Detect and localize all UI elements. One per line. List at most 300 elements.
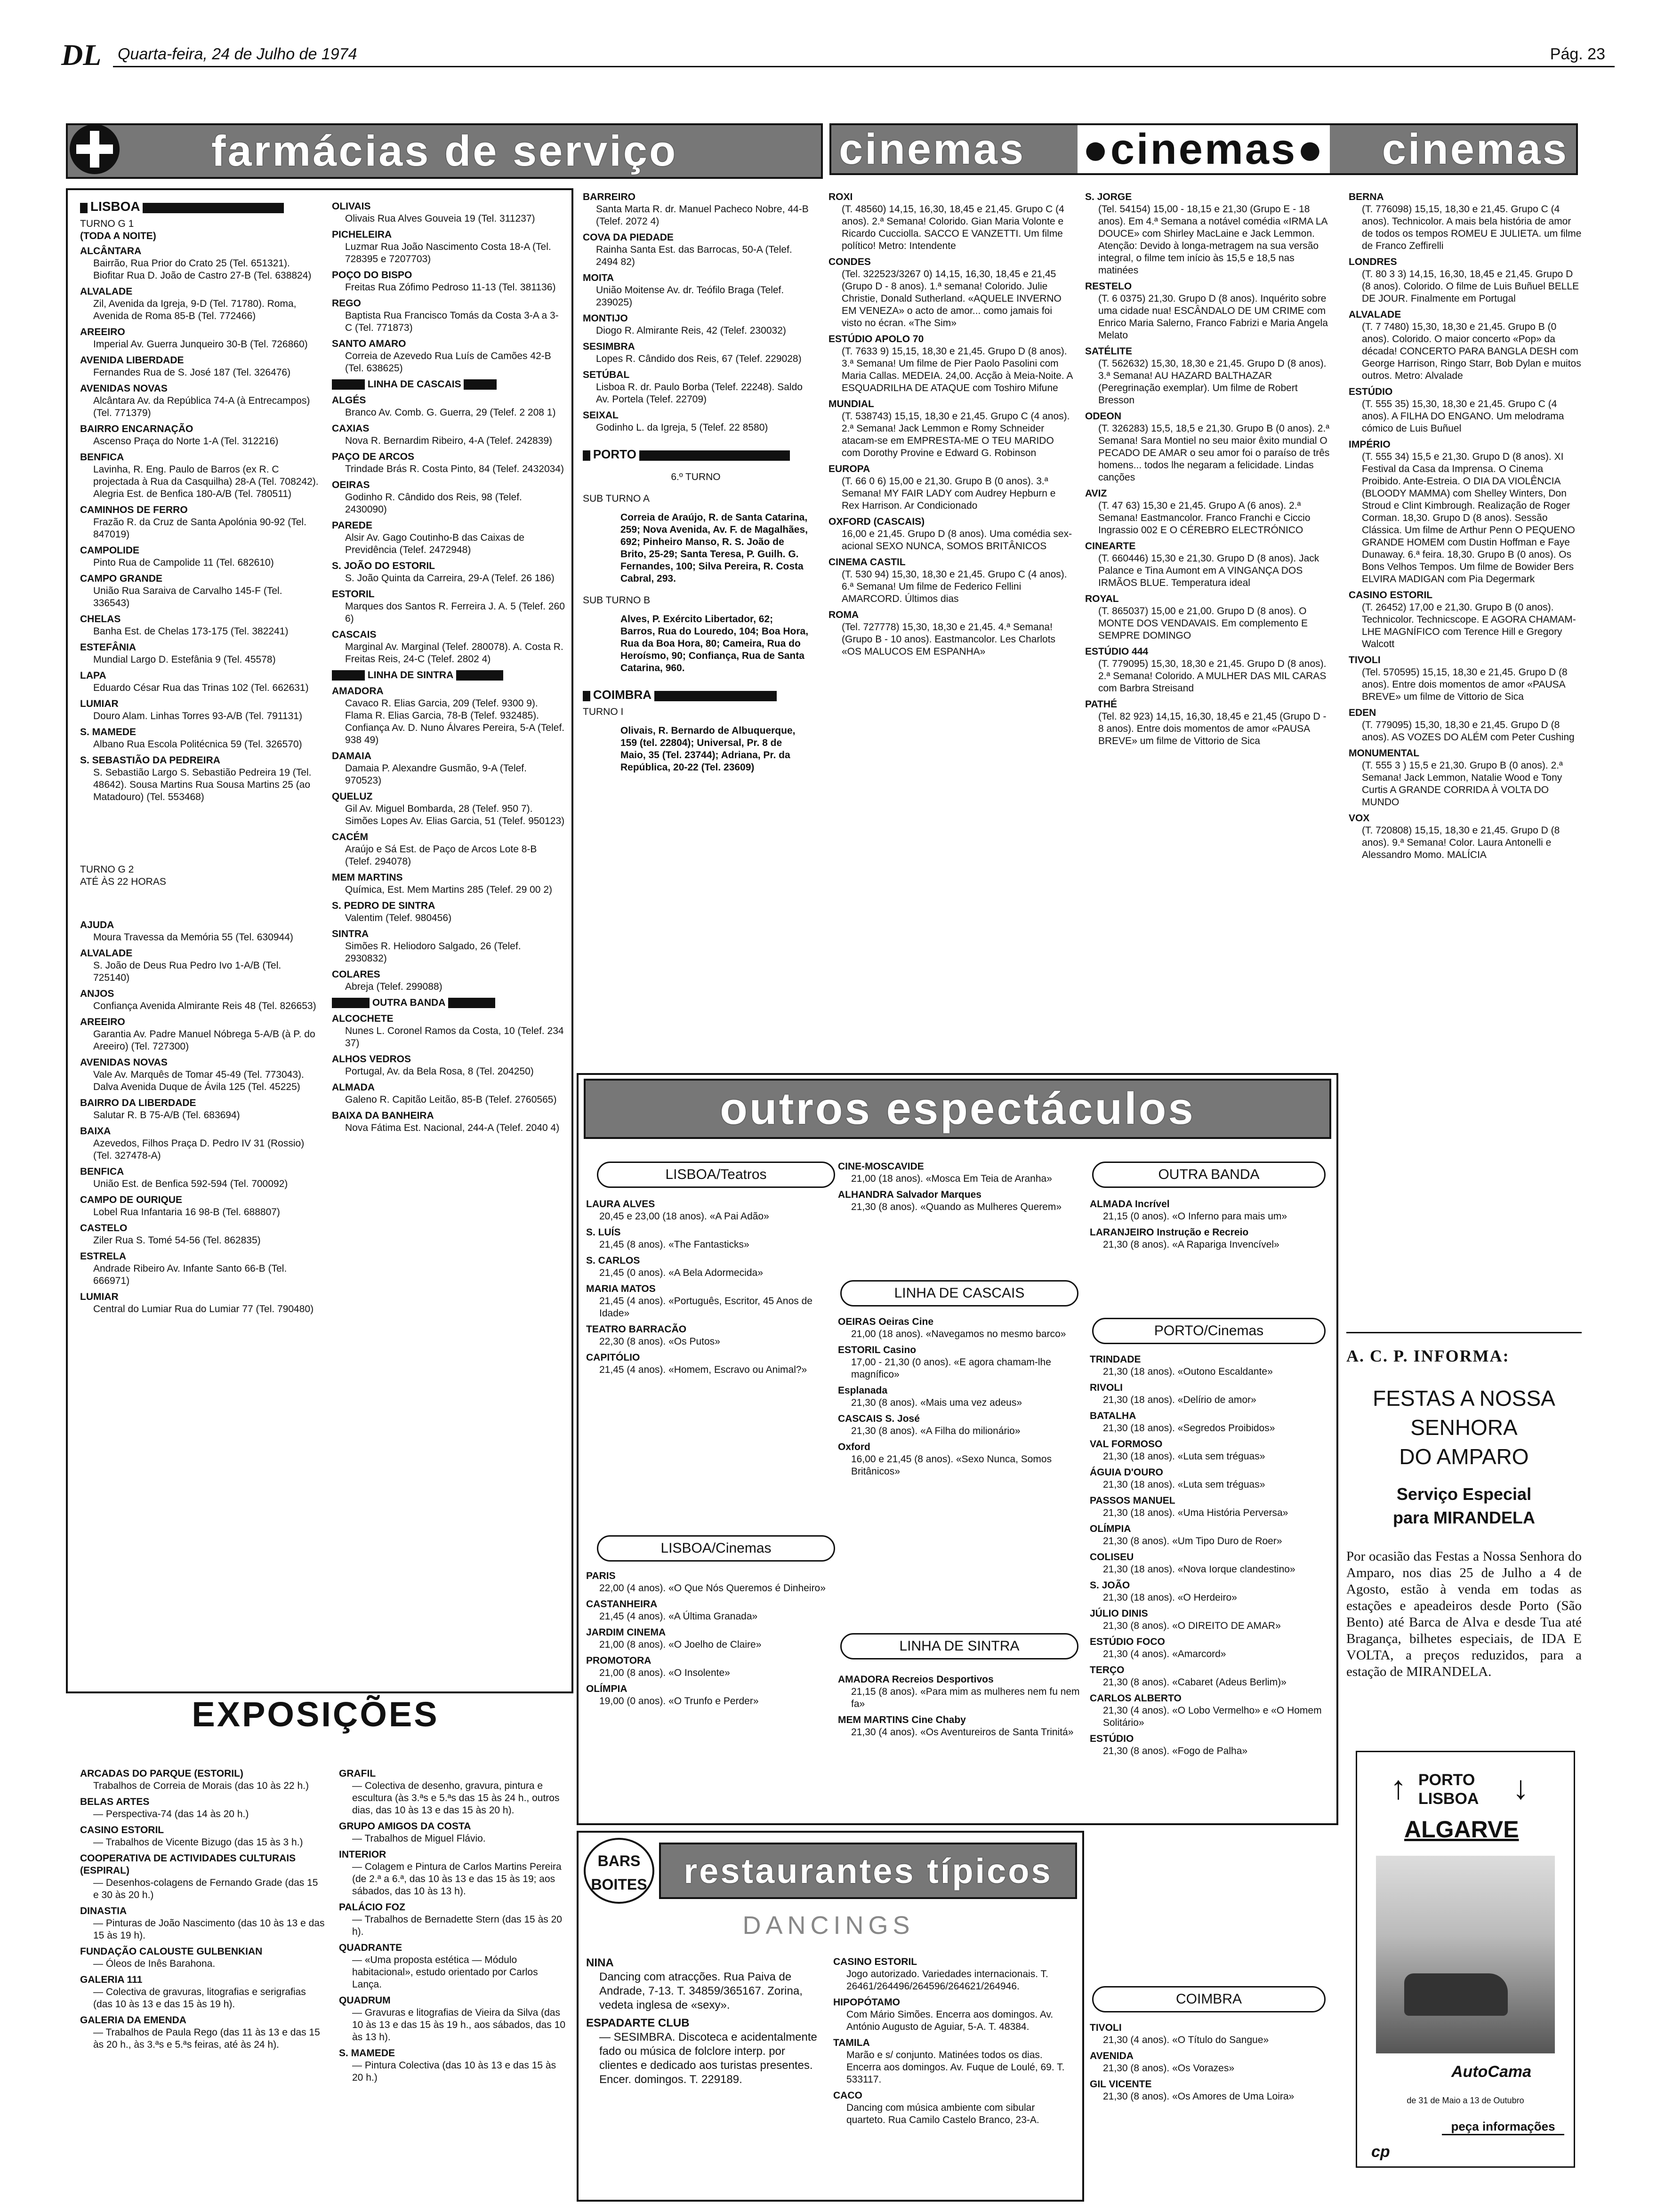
pharmacy-entry [332, 685, 565, 746]
outros-right-coimbra [1090, 2019, 1327, 2207]
pharmacy-entry-title: BAIXA [80, 1126, 111, 1137]
cinema-entry [1349, 256, 1584, 305]
pharmacy-entry [332, 750, 565, 787]
exhibition-entry [339, 1820, 570, 1845]
venue-entry-text: Dancing com música ambiente com sibular quarteto. Rua Camilo Castelo Branco, 23-A. [846, 2102, 1039, 2125]
show-entry-title: JÚLIO DINIS [1090, 1608, 1148, 1619]
show-entry-title: AVENIDA [1090, 2051, 1134, 2061]
pharmacy-entry-text: Salutar R. B 75-A/B (Tel. 683694) [93, 1110, 240, 1121]
pharmacy-entry-text: Lobel Rua Infantaria 16 98-B (Tel. 688807) [93, 1207, 280, 1218]
pharmacy-entry [80, 573, 320, 609]
show-entry-text: 21,30 (18 anos). «Segredos Proibidos» [1103, 1423, 1275, 1434]
cinema-entry-title: ROYAL [1085, 593, 1119, 604]
pharmacy-entry [80, 754, 320, 803]
show-entry-text: 20,45 e 23,00 (18 anos). «A Pai Adão» [599, 1211, 769, 1222]
pharmacy-entry-text: Santa Marta R. dr. Manuel Pacheco Nobre, 44-B (Telef. 2072 4) [596, 204, 809, 227]
exhibition-entry-text: — «Uma proposta estética — Módulo habitacional», estudo orientado por Carlos Lança. [352, 1955, 538, 1990]
porto-b: SUB TURNO B [583, 595, 651, 606]
show-entry-text: 21,30 (8 anos). «Os Amores de Uma Loira» [1103, 2091, 1295, 2102]
cinemas-col-3 [1349, 188, 1584, 1308]
farmacias-banner-text: farmácias de serviço [211, 127, 678, 175]
pharmacy-entry-text: Lisboa R. dr. Paulo Borba (Telef. 22248). Saldo Av. Portela (Telef. 22709) [596, 382, 803, 405]
pharmacy-entry-text: Correia de Azevedo Rua Luís de Camões 42-B (Tel. 638625) [345, 351, 551, 374]
pharmacy-entry-text: Abreja (Telef. 299088) [345, 981, 442, 992]
pharmacy-entry [332, 872, 565, 896]
show-entry [586, 1683, 831, 1707]
outros-right-porto [1090, 1351, 1327, 1977]
bars-banner [659, 1843, 1077, 1899]
pharmacy-entry [80, 383, 320, 419]
pharmacy-entry [332, 629, 565, 665]
exhibition-entry [80, 1905, 325, 1942]
outros-cinemas-lx [586, 1567, 831, 1812]
pharmacy-entry-title: OLIVAIS [332, 201, 371, 212]
show-entry [1090, 1636, 1327, 1660]
pharmacy-entry-text: Gil Av. Miguel Bombarda, 28 (Telef. 950 7). Simões Lopes Av. Elias Garcia, 51 (Telef. 950123) [345, 803, 565, 826]
exposicoes-left [80, 1765, 325, 2198]
pharmacy-entry-text: Galeno R. Capitão Leitão, 85-B (Telef. 2760565) [345, 1094, 557, 1105]
exhibition-entry [80, 1768, 325, 1792]
cinema-entry-title: SATÉLITE [1085, 346, 1132, 357]
pharmacy-entry [583, 409, 809, 434]
show-entry-text: 21,30 (8 anos). «Cabaret (Adeus Berlim)» [1103, 1677, 1287, 1688]
exhibition-entry-title: GALERIA DA EMENDA [80, 2015, 186, 2026]
cp-title-1: FESTAS A NOSSA [1373, 1386, 1555, 1411]
pharmacy-entry [583, 341, 809, 365]
cp-rule [1346, 1332, 1582, 1333]
outros-banner-text: outros espectáculos [720, 1083, 1195, 1134]
pharmacy-entry-text: Moura Travessa da Memória 55 (Tel. 630944) [93, 932, 293, 943]
pharmacy-entry [332, 1082, 565, 1106]
show-entry-text: 21,45 (4 anos). «Homem, Escravo ou Animal?» [599, 1364, 807, 1375]
show-entry-text: 21,30 (8 anos). «Fogo de Palha» [1103, 1746, 1248, 1756]
show-entry [1090, 1198, 1327, 1223]
cp-title-2: SENHORA [1410, 1415, 1518, 1440]
pharmacy-entry-title: ALVALADE [80, 286, 133, 297]
pharmacy-entry [332, 969, 565, 993]
autocama-ad [1356, 1751, 1575, 2168]
cinema-entry [1349, 747, 1584, 809]
porto-a: SUB TURNO A [583, 493, 650, 504]
show-entry-title: CAPITÓLIO [586, 1352, 640, 1363]
pharmacy-entry [332, 791, 565, 827]
show-entry [1090, 1226, 1327, 1251]
pharmacy-entry-title: OEIRAS [332, 480, 370, 490]
outros-right-outra [1090, 1195, 1327, 1313]
pharmacy-entry-text: Godinho L. da Igreja, 5 (Telef. 22 8580) [596, 422, 768, 433]
show-entry-title: LAURA ALVES [586, 1199, 655, 1210]
exhibition-entry-title: PALÁCIO FOZ [339, 1902, 405, 1913]
pharmacy-entry-title: AVENIDA LIBERDADE [80, 355, 184, 366]
show-entry-text: 21,45 (4 anos). «Português, Escritor, 45 Anos de Idade» [599, 1296, 812, 1319]
pharmacy-entry-title: CHELAS [80, 614, 121, 625]
pharmacy-entry-text: S. João Quinta da Carreira, 29-A (Telef. 26 186) [345, 573, 555, 584]
masthead-page: Pág. 23 [1550, 45, 1605, 63]
show-entry [586, 1570, 831, 1595]
show-entry [1090, 1495, 1327, 1519]
pharmacy-entry [80, 245, 320, 282]
show-entry-title: JARDIM CINEMA [586, 1627, 666, 1638]
cp-sub-1: Serviço Especial [1396, 1484, 1532, 1504]
venue-entry [833, 1956, 1076, 1993]
cinema-entry-title: OXFORD (CASCAIS) [828, 516, 925, 527]
cinema-entry-text: (Tel. 82 923) 14,15, 16,30, 18,45 e 21,45 (Grupo D - 8 anos). Entre dois momentos de amor «PAUSA BREVE» um filme de Vittorio de Sica [1098, 711, 1327, 746]
pharmacy-entry [80, 988, 320, 1012]
show-entry [1090, 1467, 1327, 1491]
cinema-entry [1085, 698, 1330, 747]
exhibition-entry [80, 1824, 325, 1849]
coimbra-text: Olivais, R. Bernardo de Albuquerque, 159 (tel. 22804); Universal, Pr. 8 de Maio, 35 (Tel. 23744); Adriana, Pr. da República, 20-22 (Tel. 23609) [620, 725, 796, 773]
show-entry-title: CARLOS ALBERTO [1090, 1693, 1182, 1704]
show-entry [586, 1655, 831, 1679]
show-entry [586, 1323, 831, 1348]
venue-entry-title: CACO [833, 2090, 862, 2101]
pharmacy-entry [583, 232, 809, 268]
show-entry-title: TRINDADE [1090, 1354, 1141, 1365]
ad-porto: PORTO [1418, 1771, 1475, 1789]
show-entry-title: TIVOLI [1090, 2022, 1122, 2033]
exhibition-entry-text: — Desenhos-colagens de Fernando Grade (das 15 e 30 às 20 h.) [93, 1877, 318, 1900]
show-entry-text: 21,30 (4 anos). «Os Aventureiros de Santa Trinitá» [851, 1727, 1074, 1738]
cinema-entry-text: (T. 7 7480) 15,30, 18,30 e 21,45. Grupo B (0 anos). Colorido. O maior concerto «Pop» da década! CONCERTO PARA BANGLA DESH com George Harrison, Ringo Starr, Bob Dylan e muitos outros. Metro: Alvalade [1362, 321, 1581, 381]
pharmacy-entry-text: Central do Lumiar Rua do Lumiar 77 (Tel. 790480) [93, 1304, 314, 1314]
cinema-entry-text: (T. 555 3 ) 15,5 e 21,30. Grupo B (0 anos). 2.ª Semana! Jack Lemmon, Natalie Wood e Tony Curtis A GRANDE CORRIDA À VOLTA DO MUNDO [1362, 760, 1563, 808]
cinema-entry-title: VOX [1349, 813, 1370, 824]
pharmacy-entry [80, 451, 320, 500]
pharmacy-entry-title: S. PEDRO DE SINTRA [332, 900, 435, 911]
cinemas-banner-mid: ●cinemas● [1078, 125, 1329, 174]
pharmacy-entry-title: BENFICA [80, 1166, 124, 1177]
show-entry [586, 1352, 831, 1376]
pharmacy-entry-title: PICHELEIRA [332, 229, 392, 240]
pharmacy-entry-title: ALCÂNTARA [80, 246, 142, 256]
pharmacy-entry-text: Ziler Rua S. Tomé 54-56 (Tel. 862835) [93, 1235, 261, 1246]
ad-algarve: ALGARVE [1404, 1816, 1519, 1843]
cinema-entry [1085, 191, 1330, 277]
cinema-entry [828, 609, 1073, 658]
pharmacy-entry [80, 545, 320, 569]
show-entry-title: AMADORA Recreios Desportivos [838, 1674, 994, 1685]
venue-entry-title: TAMILA [833, 2037, 870, 2048]
show-entry [586, 1226, 831, 1251]
show-entry-text: 21,30 (4 anos). «O Título do Sangue» [1103, 2035, 1269, 2045]
cinema-entry [1349, 707, 1584, 744]
venue-entry [833, 2037, 1076, 2086]
pharmacy-entry-title: COVA DA PIEDADE [583, 232, 674, 243]
exhibition-entry-text: — Óleos de Inês Barahona. [93, 1958, 216, 1969]
farmacias-col-2 [332, 198, 565, 1685]
pharmacy-entry-text: Frazão R. da Cruz de Santa Apolónia 90-92 (Tel. 847019) [93, 517, 306, 540]
cinema-entry [828, 333, 1073, 394]
pharmacy-entry-title: SETÚBAL [583, 369, 630, 380]
cinema-entry [1349, 309, 1584, 382]
show-entry-title: ESTÚDIO FOCO [1090, 1636, 1165, 1647]
exhibition-entry-text: — Pinturas de João Nascimento (das 10 às 13 e das 15 às 19 h). [93, 1918, 325, 1941]
show-entry [1090, 1664, 1327, 1689]
car-icon [1404, 1973, 1508, 2016]
venue-entry [586, 1956, 826, 2012]
pharmacy-entry [80, 326, 320, 351]
pharmacy-entry-text: Araújo e Sá Est. de Paço de Arcos Lote 8-B (Telef. 294078) [345, 844, 537, 867]
show-entry-title: ALMADA Incrível [1090, 1199, 1170, 1210]
show-entry-text: 21,15 (0 anos). «O Inferno para mais um» [1103, 1211, 1287, 1222]
pharmacy-entry-title: ALHOS VEDROS [332, 1054, 411, 1065]
cinema-entry-text: (T. 555 34) 15,5 e 21,30. Grupo D (8 anos). XI Festival da Casa da Imprensa. O Cinema Proibido. Ante-Estreia. O DIA DA VIOLÊNCIA (BLOODY MAMMA) com Shelley Winters, Don Stroud e Clint Kimbrough. Realização de Roger Corman. 18,30. Grupo D (8 anos). Sessão Clássica. Um filme de Arthur Penn O PEQUENO GRANDE HOMEM com Dustin Hoffman e Faye Dunaway. 6.ª feira. 18,30. Grupo B (0 anos). Os Bons Velhos Tempos. Um filme de Bowider Bers ELVIRA MADIGAN com Pia Degermark [1362, 451, 1575, 585]
pharmacy-entry-text: Luzmar Rua João Nascimento Costa 18-A (Tel. 728395 e 7207703) [345, 241, 551, 264]
show-entry-text: 21,30 (8 anos). «Os Vorazes» [1103, 2063, 1234, 2074]
pharmacy-entry [332, 200, 565, 225]
dancings-label: DANCINGS [742, 1911, 915, 1940]
show-entry-title: MEM MARTINS Cine Chaby [838, 1715, 966, 1725]
exhibition-entry [339, 2047, 570, 2084]
pharmacy-entry [332, 1013, 565, 1050]
sintra-title: LINHA DE SINTRA [367, 670, 454, 681]
exhibition-entry-title: GRAFIL [339, 1768, 376, 1779]
pharmacy-entry [80, 423, 320, 448]
outros-banner [584, 1079, 1331, 1139]
bars-badge [584, 1838, 654, 1904]
cinema-entry-title: ROMA [828, 609, 859, 620]
pharmacy-entry-text: Banha Est. de Chelas 173-175 (Tel. 382241) [93, 626, 289, 637]
cinema-entry-text: (T. 326283) 15,5, 18,5 e 21,30. Grupo B (0 anos). 2.ª Semana! Sara Montiel no seu maior êxito mundial O PECADO DE AMAR o seu amor foi o paraíso de três homens... todos lhe negaram a felicidade. Lindas canções [1098, 423, 1330, 483]
show-entry-text: 21,30 (18 anos). «Uma História Perversa» [1103, 1507, 1288, 1518]
pharmacy-entry-title: PAREDE [332, 520, 372, 531]
exhibition-entry-text: — Gravuras e litografias de Vieira da Silva (das 10 às 13 e das 15 às 19 h., aos sábados, das 10 às 13 h). [352, 2007, 565, 2043]
cinemas-banner-left: cinemas [839, 125, 1026, 173]
venue-entry-title: CASINO ESTORIL [833, 1956, 917, 1967]
show-entry [838, 1385, 1083, 1409]
pharmacy-entry [332, 394, 565, 419]
show-entry-title: OLÍMPIA [1090, 1523, 1131, 1534]
cinema-entry [828, 398, 1073, 459]
pharmacy-entry-text: Pinto Rua de Campolide 11 (Tel. 682610) [93, 557, 274, 568]
cinema-entry-text: (T. 555 35) 15,30, 18,30 e 21,45. Grupo C (4 anos). A FILHA DO ENGANO. Um melodrama cómico de Luis Buñuel [1362, 399, 1564, 434]
pharmacy-entry-title: LUMIAR [80, 1291, 119, 1302]
show-entry [838, 1674, 1083, 1710]
cinema-entry-text: (T. 538743) 15,15, 18,30 e 21,45. Grupo C (4 anos). 2.ª Semana! Jack Lemmon e Romy Schneider atacam-se em EMPRESTA-ME O TEU MARIDO com Dorothy Provine e Edward G. Robinson [842, 411, 1070, 458]
cinema-entry-title: ODEON [1085, 411, 1122, 422]
cinema-entry [1349, 191, 1584, 252]
lisboa-title: LISBOA [90, 199, 140, 214]
pill-lisboa-cinemas: LISBOA/Cinemas [597, 1535, 835, 1562]
show-entry [838, 1189, 1083, 1213]
pharmacy-entry-text: Albano Rua Escola Politécnica 59 (Tel. 326570) [93, 739, 302, 750]
exhibition-entry [80, 1974, 325, 2011]
pharmacy-entry-title: SESIMBRA [583, 341, 635, 352]
show-entry-text: 21,30 (8 anos). «Mais uma vez adeus» [851, 1397, 1022, 1408]
exposicoes-right [339, 1765, 570, 2198]
pharmacy-entry [583, 313, 809, 337]
pharmacy-entry-text: Confiança Avenida Almirante Reis 48 (Tel. 826653) [93, 1001, 316, 1011]
show-entry-title: S. LUÍS [586, 1227, 621, 1238]
cinema-entry [1085, 281, 1330, 342]
pharmacy-entry-title: AMADORA [332, 686, 384, 697]
ad-info: peça informações [1442, 2119, 1564, 2135]
ad-lisboa: LISBOA [1418, 1790, 1479, 1808]
cinema-entry-title: ALVALADE [1349, 309, 1401, 320]
pharmacy-entry-title: CASTELO [80, 1223, 128, 1234]
cinemas-col-1 [828, 188, 1073, 1064]
show-entry-title: Oxford [838, 1442, 870, 1452]
show-entry-text: 19,00 (0 anos). «O Trunfo e Perder» [599, 1696, 759, 1707]
pharmacy-entry [332, 269, 565, 294]
show-entry [838, 1316, 1083, 1340]
bars-right [833, 1953, 1076, 2193]
pharmacy-entry-text: União Moitense Av. dr. Teófilo Braga (Telef. 239025) [596, 285, 784, 308]
exhibition-entry [339, 1942, 570, 1991]
show-entry-text: 21,45 (8 anos). «The Fantasticks» [599, 1239, 749, 1250]
exhibition-entry-title: ARCADAS DO PARQUE (ESTORIL) [80, 1768, 243, 1779]
venue-entry-text: Jogo autorizado. Variedades internacionais. T. 26461/264496/264596/264621/264946. [846, 1969, 1048, 1992]
pharmacy-entry-title: SANTO AMARO [332, 338, 406, 349]
pharmacy-entry-title: CASCAIS [332, 629, 377, 640]
exhibition-entry-text: — Trabalhos de Vicente Bizugo (das 15 às 3 h.) [93, 1837, 303, 1848]
pharmacy-entry-title: CACÉM [332, 832, 368, 842]
exhibition-entry [339, 1901, 570, 1938]
pharmacy-entry-title: BAIXA DA BANHEIRA [332, 1110, 434, 1121]
pharmacy-entry [332, 560, 565, 585]
show-entry-title: S. JOÃO [1090, 1580, 1130, 1591]
exhibition-entry-text: — Colagem e Pintura de Carlos Martins Pereira (de 2.ª a 6.ª, das 10 às 13 e das 15 às 19; aos sábados, das 10 às 13 h). [352, 1861, 562, 1897]
exhibition-entry-text: — Trabalhos de Paula Rego (das 11 às 13 e das 15 às 20 h., às 3.ªs e 5.ªs feiras, até às 24 h). [93, 2027, 320, 2050]
cinema-entry [1349, 589, 1584, 650]
pharmacy-entry-title: AREEIRO [80, 1017, 125, 1027]
exhibition-entry [80, 2014, 325, 2051]
pharmacy-entry-title: ALMADA [332, 1082, 375, 1093]
cinemas-banner [829, 123, 1578, 175]
show-entry [586, 1283, 831, 1320]
cinema-entry-text: (Tel. 54154) 15,00 - 18,15 e 21,30 (Grupo E - 18 anos). Em 4.ª Semana a notável comédia «IRMA LA DOUCE» com Shirley MacLaine e Jack Lemmon. Atenção: Devido à longa-metragem na sua versão integral, o filme tem início às 15,5 e 18,5 nas matinées [1098, 204, 1327, 276]
pill-linha-cascais: LINHA DE CASCAIS [840, 1280, 1078, 1306]
pharmacy-entry [332, 1110, 565, 1134]
venue-entry-title: ESPADARTE CLUB [586, 2017, 690, 2029]
exhibition-entry [80, 1796, 325, 1820]
porto-turno: 6.º TURNO [671, 472, 721, 482]
pharmacy-entry-title: MONTIJO [583, 313, 628, 324]
pharmacy-entry [332, 479, 565, 516]
cinema-entry-text: (T. 26452) 17,00 e 21,30. Grupo B (0 anos). Technicolor. Technicscope. E AGORA CHAMAM-LHE MAGNÍFICO com Terence Hill e Gregory Walcott [1362, 602, 1576, 649]
pharmacy-entry [332, 297, 565, 334]
masthead-date: Quarta-feira, 24 de Julho de 1974 [118, 45, 357, 63]
coimbra-title: COIMBRA [593, 688, 652, 702]
porto-b-text: Alves, P. Exército Libertador, 62; Barros, Rua do Louredo, 104; Boa Hora, Rua da Boa Hora, 80; Cameira, Rua do Heroísmo, 90; Confiança, Rua de Santa Catarina, 960. [620, 614, 809, 673]
outros-mid-cascais [838, 1313, 1083, 1628]
exhibition-entry-title: QUADRANTE [339, 1942, 402, 1953]
pill-lisboa-teatros: LISBOA/Teatros [597, 1162, 835, 1188]
cinema-entry [1085, 410, 1330, 484]
pharmacy-entry [80, 726, 320, 751]
exhibition-entry-text: — Colectiva de desenho, gravura, pintura e escultura (às 3.ªs e 5.ªs das 15 às 24 h., outros dias, das 10 às 13 e das 15 às 20 h). [352, 1780, 560, 1816]
show-entry-text: 21,30 (18 anos). «Nova Iorque clandestino» [1103, 1564, 1295, 1575]
cinema-entry-title: ESTÚDIO [1349, 386, 1393, 397]
show-entry [586, 1198, 831, 1223]
cinema-entry [1085, 345, 1330, 407]
masthead-rule [113, 66, 1615, 67]
turno2: TURNO G 2 [80, 864, 134, 875]
pharmacy-entry-title: POÇO DO BISPO [332, 270, 412, 281]
exhibition-entry-text: — Trabalhos de Miguel Flávio. [352, 1833, 486, 1844]
bars-badge-bottom: BOITES [591, 1876, 647, 1893]
pharmacy-entry [80, 919, 320, 944]
show-entry-text: 21,30 (18 anos). «Luta sem tréguas» [1103, 1451, 1265, 1462]
cinema-entry-title: ESTÚDIO APOLO 70 [828, 334, 924, 345]
turno2-note: ATÉ ÀS 22 HORAS [80, 876, 166, 887]
pharmacy-entry [80, 1291, 320, 1315]
pharmacy-entry [80, 1222, 320, 1247]
show-entry-title: Esplanada [838, 1385, 888, 1396]
farmacias-col-3 [583, 188, 809, 1064]
cinema-entry [828, 463, 1073, 512]
show-entry-text: 21,00 (18 anos). «Navegamos no mesmo barco» [851, 1329, 1066, 1339]
cinema-entry-title: RESTELO [1085, 281, 1132, 292]
pharmacy-entry [332, 588, 565, 625]
pharmacy-entry-title: CAMPO GRANDE [80, 573, 163, 584]
pharmacy-entry-title: ESTRELA [80, 1251, 127, 1262]
cinema-entry [1349, 386, 1584, 435]
cinema-entry-title: S. JORGE [1085, 192, 1132, 202]
pharmacy-entry-title: CAMPO DE OURIQUE [80, 1194, 183, 1205]
cinemas-col-2 [1085, 188, 1330, 1064]
masthead-logo: DL [61, 38, 102, 72]
pharmacy-entry [332, 229, 565, 265]
show-entry [1090, 1410, 1327, 1435]
pharmacy-entry [332, 338, 565, 375]
pharmacy-entry-title: S. JOÃO DO ESTORIL [332, 561, 435, 571]
ad-cp: cp [1371, 2143, 1390, 2161]
show-entry [586, 1598, 831, 1623]
show-entry-title: CASTANHEIRA [586, 1599, 658, 1610]
show-entry-title: OEIRAS Oeiras Cine [838, 1316, 934, 1327]
cinema-entry-text: (Tel. 570595) 15,15, 18,30 e 21,45. Grupo D (8 anos). Entre dois momentos de amor «PAUSA BREVE» um filme de Vittorio de Sica [1362, 667, 1568, 702]
cinema-entry-text: (Tel. 727778) 15,30, 18,30 e 21,45. 4.ª Semana! (Grupo B - 10 anos). Eastmancolor. Les Charlots «OS MALUCOS EM ESPANHA» [842, 622, 1056, 657]
cinema-entry-text: (T. 865037) 15,00 e 21,00. Grupo D (8 anos). O MONTE DOS VENDAVAIS. Em complemento E SEMPRE DOMINGO [1098, 606, 1308, 641]
show-entry-text: 17,00 - 21,30 (0 anos). «E agora chamam-lhe magnífico» [851, 1357, 1051, 1380]
cinema-entry-text: (T. 47 63) 15,30 e 21,45. Grupo A (6 anos). 2.ª Semana! Eastmancolor. Franco Franchi e Ciccio Ingrassio 002 E O CÉREBRO ELECTRÓNICO [1098, 500, 1311, 536]
pharmacy-entry [80, 670, 320, 694]
pharmacy-entry-text: Simões R. Heliodoro Salgado, 26 (Telef. 2930832) [345, 941, 521, 964]
show-entry [1090, 1579, 1327, 1604]
cinema-entry-title: IMPÉRIO [1349, 439, 1391, 450]
outros-mid-sintra [838, 1671, 1083, 1817]
cinema-entry-text: 16,00 e 21,45. Grupo D (8 anos). Uma comédia sex-acional SEXO NUNCA, SOMOS BRITÂNICOS [842, 529, 1072, 552]
exhibition-entry-text: — Trabalhos de Bernadette Stern (das 15 às 20 h). [352, 1914, 562, 1937]
pharmacy-entry [80, 1166, 320, 1190]
exhibition-entry-text: — Pintura Colectiva (das 10 às 13 e das 15 às 20 h.) [352, 2060, 556, 2083]
cinemas-banner-right: cinemas [1382, 125, 1569, 173]
porto-a-text: Correia de Araújo, R. de Santa Catarina, 259; Nova Avenida, Av. F. de Magalhães, 692; Pinheiro Manso, R. S. João de Brito, 25-29; Santa Teresa, P. Guilh. G. Fernandes, 100; Silva Pereira, R. Costa Cabral, 293. [620, 512, 808, 584]
cinema-entry-title: CASINO ESTORIL [1349, 590, 1433, 601]
cinema-entry-text: (T. 6 0375) 21,30. Grupo D (8 anos). Inquérito sobre uma cidade nua! ESCÂNDALO DE UM CRIME com Enrico Maria Salerno, Franco Fabrizi e Maria Angela Melato [1098, 293, 1328, 341]
pharmacy-entry-title: SEIXAL [583, 410, 619, 421]
show-entry [1090, 2050, 1327, 2075]
show-entry-text: 21,30 (8 anos). «A Filha do milionário» [851, 1426, 1021, 1436]
show-entry [1090, 1551, 1327, 1576]
pharmacy-entry [80, 1057, 320, 1093]
outros-mid [838, 1158, 1083, 1271]
exhibition-entry [80, 1852, 325, 1901]
show-entry-title: CASCAIS S. José [838, 1413, 920, 1424]
exhibition-entry-text: — Colectiva de gravuras, litografias e serigrafias (das 10 às 13 e das 15 às 19 h). [93, 1987, 306, 2010]
pharmacy-entry [332, 1053, 565, 1078]
show-entry-title: TEATRO BARRACÃO [586, 1324, 687, 1335]
show-entry-title: PROMOTORA [586, 1655, 652, 1666]
pharmacy-entry-text: Marques dos Santos R. Ferreira J. A. 5 (Telef. 260 6) [345, 601, 565, 624]
cinema-entry-title: PATHÉ [1085, 699, 1118, 710]
pharmacy-entry [583, 272, 809, 309]
pharmacy-entry-text: Eduardo César Rua das Trinas 102 (Tel. 662631) [93, 682, 309, 693]
pharmacy-entry-text: Baptista Rua Francisco Tomás da Costa 3-A a 3-C (Tel. 771873) [345, 310, 559, 333]
show-entry [838, 1714, 1083, 1739]
